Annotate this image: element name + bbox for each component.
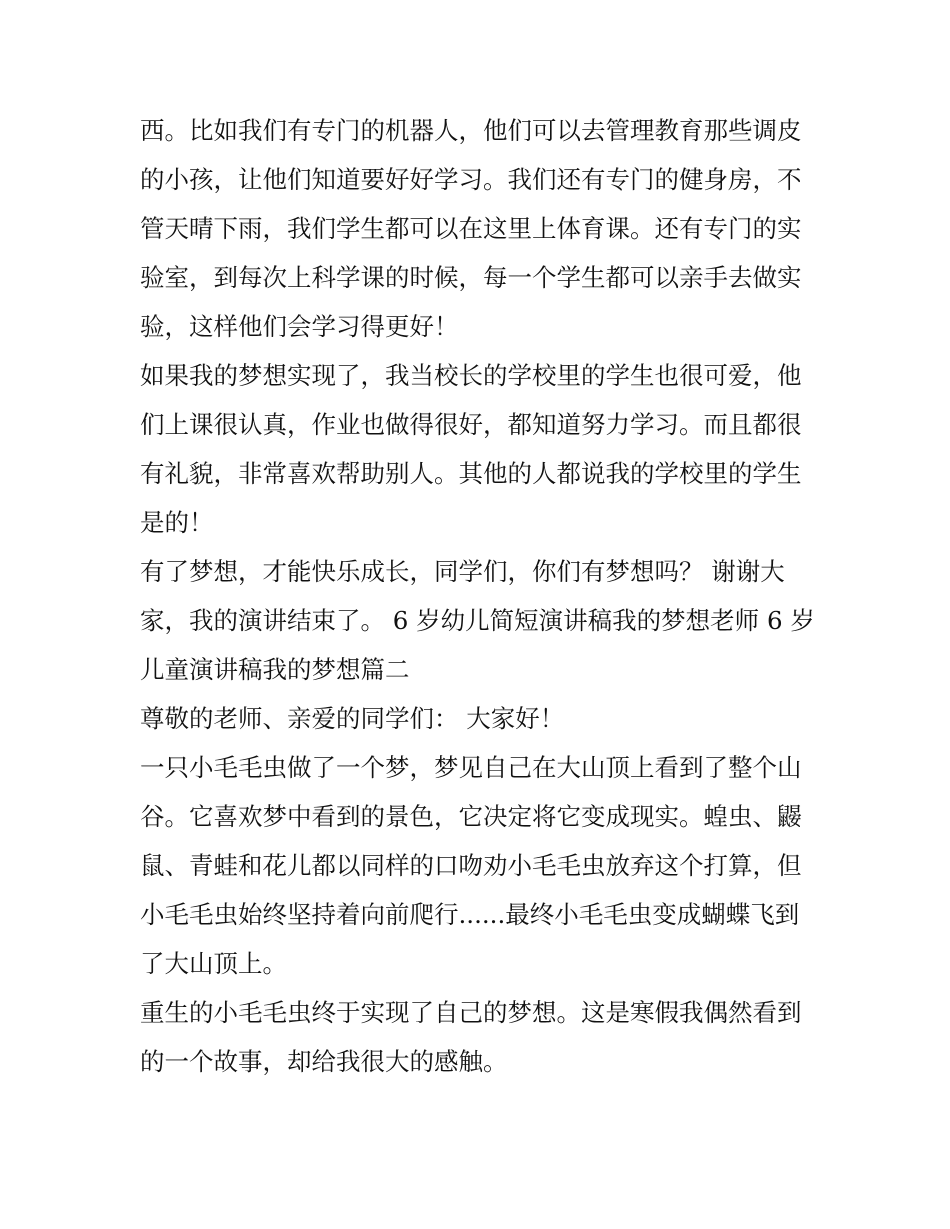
text-line: 们上课很认真，作业也做得很好，都知道努力学习。而且都很 — [140, 410, 802, 439]
text-line: 一只小毛毛虫做了一个梦，梦见自己在大山顶上看到了整个山 — [140, 753, 802, 782]
text-line: 家，我的演讲结束了。 6 岁幼儿简短演讲稿我的梦想老师 6 岁 — [140, 606, 815, 635]
text-line: 的小孩，让他们知道要好好学习。我们还有专门的健身房，不 — [140, 165, 802, 194]
text-line: 有礼貌，非常喜欢帮助别人。其他的人都说我的学校里的学生 — [140, 459, 802, 488]
text-line: 西。比如我们有专门的机器人，他们可以去管理教育那些调皮 — [140, 116, 802, 145]
text-line: 有了梦想，才能快乐成长，同学们，你们有梦想吗？ 谢谢大 — [140, 557, 785, 586]
text-line: 重生的小毛毛虫终于实现了自己的梦想。这是寒假我偶然看到 — [140, 998, 802, 1027]
text-line: 管天晴下雨，我们学生都可以在这里上体育课。还有专门的实 — [140, 214, 802, 243]
body-text — [140, 106, 820, 1086]
text-line: 谷。它喜欢梦中看到的景色，它决定将它变成现实。蝗虫、鼹 — [140, 802, 802, 831]
text-line: 如果我的梦想实现了，我当校长的学校里的学生也很可爱，他 — [140, 361, 802, 390]
text-line: 了大山顶上。 — [140, 949, 287, 978]
text-line: 是的！ — [140, 508, 214, 537]
text-line: 小毛毛虫始终坚持着向前爬行......最终小毛毛虫变成蝴蝶飞到 — [140, 900, 800, 929]
text-line: 鼠、青蛙和花儿都以同样的口吻劝小毛毛虫放弃这个打算，但 — [140, 851, 802, 880]
text-line: 尊敬的老师、亲爱的同学们： 大家好！ — [140, 704, 565, 733]
text-line: 儿童演讲稿我的梦想篇二 — [140, 655, 410, 684]
text-line: 验，这样他们会学习得更好！ — [140, 312, 459, 341]
text-line: 的一个故事，却给我很大的感触。 — [140, 1047, 508, 1076]
text-line: 验室，到每次上科学课的时候，每一个学生都可以亲手去做实 — [140, 263, 802, 292]
